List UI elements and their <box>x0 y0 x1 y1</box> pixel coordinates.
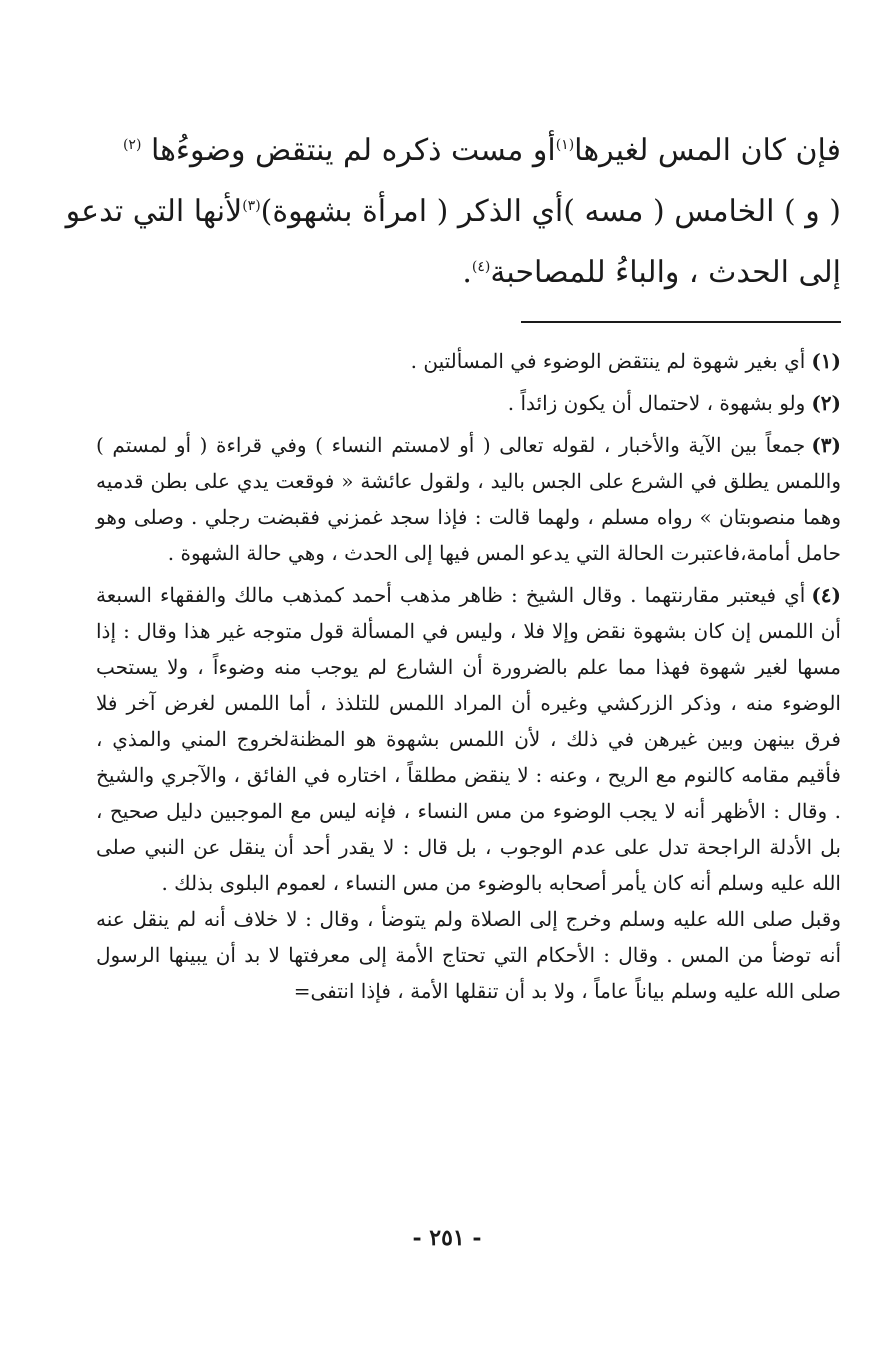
footnote-ref[interactable]: (٢) <box>122 137 142 153</box>
footnote-number: (١) <box>811 349 841 373</box>
footnote <box>96 385 841 421</box>
page-number: - ٢٥١ - <box>412 1225 482 1251</box>
footnote <box>96 427 841 571</box>
footnote-number: (٤) <box>811 583 841 607</box>
footnote-text: أي فيعتبر مقارنتهما . وقال الشيخ : ظاهر مذهب أحمد كمذهب مالك والفقهاء السبعة أن اللمس إن كان بشهوة نقض وإلا فلا ، وليس في المسألة قول متوجه غير هذا وقال : إذا مسها لغير شهوة فهذا مما علم بالضرورة أن الشارع لم يوجب منه وضوءاً ، ولا يستحب الوضوء منه ، وذكر الزركشي وغيره أن المراد اللمس للتلذذ ، أما اللمس لغرض آخر فلا فرق بينهن وبين غيرهن في ذلك ، لأن اللمس بشهوة هو المظنةلخروج المني والمذي ، فأقيم مقامه كالنوم مع الريح ، وعنه : لا ينقض مطلقاً ، اختاره في الفائق ، والآجري والشيخ . وقال : الأظهر أنه لا يجب الوضوء من مس النساء ، فإنه ليس مع الموجبين دليل صحيح ، بل الأدلة الراجحة تدل على عدم الوجوب ، بل قال : لا يقدر أحد أن ينقل عن النبي صلى الله عليه وسلم أنه كان يأمر أصحابه بالوضوء من مس النساء ، لعموم البلوى بذلك . <box>96 583 841 895</box>
footnote-text: وقبل صلى الله عليه وسلم وخرج إلى الصلاة ولم يتوضأ ، وقال : لا خلاف أنه لم ينقل عنه أنه توضأ من المس . وقال : الأحكام التي تحتاج الأمة إلى معرفتها لا بد أن يبينها الرسول صلى الله عليه وسلم بياناً عاماً ، ولا بد أن تنقلها الأمة ، فإذا انتفى= <box>96 907 841 1003</box>
main-text-segment: . <box>462 255 472 290</box>
footnote-text: جمعاً بين الآية والأخبار ، لقوله تعالى ( أو لامستم النساء ) وفي قراءة ( أو لمستم ) واللمس يطلق في الشرع على الجس باليد ، ولقول عائشة « فوقعت يدي على بطن قدميه وهما منصوبتان » رواه مسلم ، ولهما قالت : فإذا سجد غمزني فقبضت رجلي . وصلى وهو حامل أمامة،فاعتبرت الحالة التي يدعو المس فيها إلى الحدث ، وهي حالة الشهوة . <box>96 433 841 565</box>
footnote-number: (٢) <box>811 391 841 415</box>
page-content <box>65 120 841 1015</box>
main-text-line <box>96 120 841 181</box>
footnote-text: أي بغير شهوة لم ينتقض الوضوء في المسألتين . <box>410 349 806 373</box>
footnote-ref[interactable]: (١) <box>555 137 575 153</box>
footnote <box>96 577 841 1009</box>
main-text-segment: ( و ) الخامس ( مسه )أي الذكر ( امرأة بشهوة) <box>260 194 841 229</box>
main-text-line <box>96 242 841 303</box>
footnote <box>96 343 841 379</box>
footnote-ref[interactable]: (٤) <box>471 259 491 275</box>
main-text-segment: فإن كان المس لغيرها <box>574 133 841 168</box>
footnote-ref[interactable]: (٣) <box>242 198 261 214</box>
footnote-number: (٣) <box>811 433 841 457</box>
main-text-segment: لأنها التي تدعو <box>65 194 243 229</box>
footnotes <box>96 343 841 1009</box>
main-text-line <box>65 181 841 242</box>
footnote-separator <box>521 321 841 323</box>
main-text <box>65 120 841 303</box>
footnote-text: ولو بشهوة ، لاحتمال أن يكون زائداً . <box>507 391 806 415</box>
main-text-segment: إلى الحدث ، والباءُ للمصاحبة <box>490 255 841 290</box>
main-text-segment: أو مست ذكره لم ينتقض وضوءُها <box>150 133 556 168</box>
